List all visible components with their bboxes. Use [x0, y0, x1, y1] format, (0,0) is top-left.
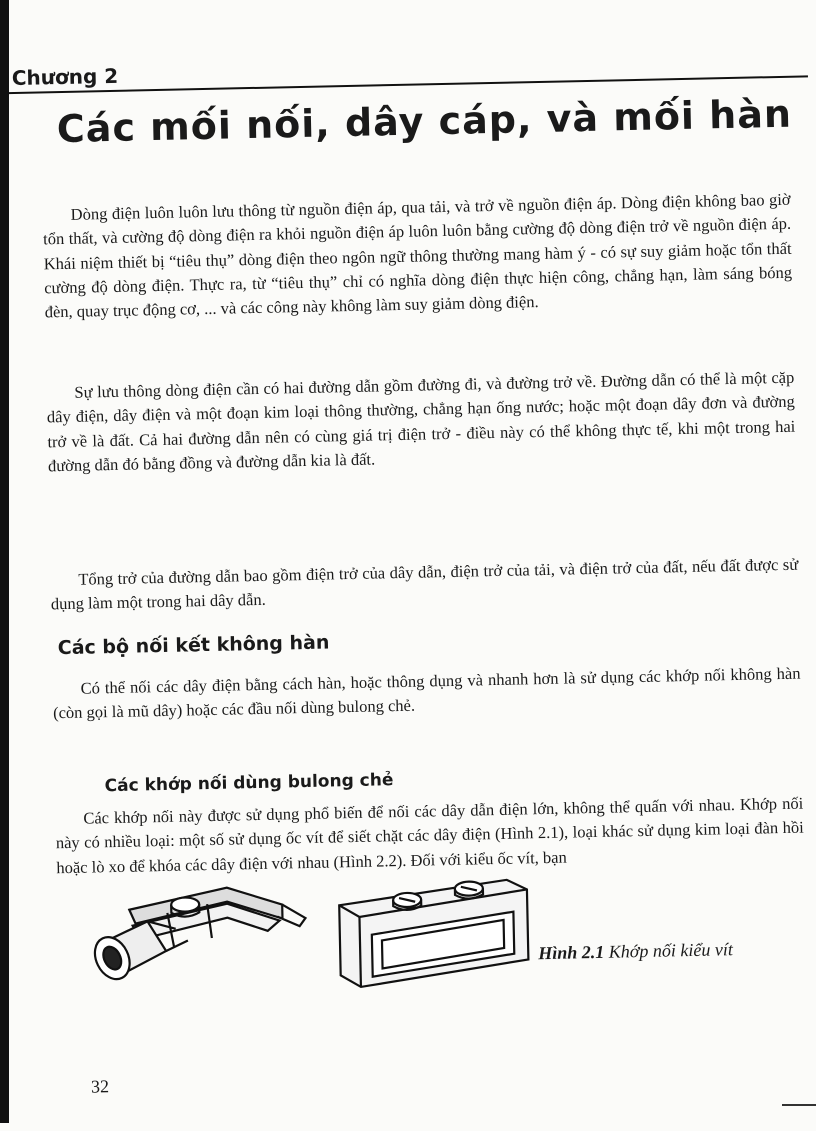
page-number: 32	[90, 1076, 110, 1097]
figure-caption	[538, 939, 733, 964]
figure-number: Hình 2.1	[538, 941, 605, 964]
intro-paragraph-3: Tổng trở của đường dẫn bao gồm điện trở của dây dẫn, điện trở của tải, và điện trở của đất, nếu đất được sử dụng làm một trong hai dây dẫn.	[50, 554, 799, 614]
subsection-heading: Các khớp nối dùng bulong chẻ	[104, 770, 394, 797]
intro-paragraph-2: Sự lưu thông dòng điện cần có hai đường dẫn gồm đường đi, và đường trở về. Đường dẫn có thể là một cặp dây điện, dây điện và một đoạn kim loại thông thường, chẳng hạn ống nước; hoặc một đoạn dây đơn và đường trở về là đất. Cả hai đường dẫn nên có cùng giá trị điện trở - điều này có thể không thực tế, khi một trong hai đường dẫn đó bằng đồng và đường dẫn kia là đất.	[46, 367, 796, 476]
section-paragraph: Có thể nối các dây điện bằng cách hàn, hoặc thông dụng và nhanh hơn là sử dụng các khớp nối không hàn (còn gọi là mũ dây) hoặc các đầu nối dùng bulong chẻ.	[52, 663, 801, 723]
screw-block-connector-illustration	[339, 879, 529, 987]
chapter-title: Các mối nối, dây cáp, và mối hàn	[56, 91, 793, 152]
intro-paragraph-1: Dòng điện luôn luôn lưu thông từ nguồn điện áp, qua tải, và trở về nguồn điện áp. Dòng điện không bao giờ tổn thất, và cường độ dòng điện ra khỏi nguồn điện áp luôn luôn bằng cường độ dòng điện trở về nguồn điện áp. Khái niệm thiết bị “tiêu thụ” dòng điện theo ngôn ngữ thông thường mang hàm ý - có sự suy giảm hoặc tổn thất cường độ dòng điện. Thực ra, từ “tiêu thụ” chỉ có nghĩa dòng điện thực hiện công, chẳng hạn, làm sáng bóng đèn, quay trục động cơ, ... và các công này không làm suy giảm dòng điện.	[43, 189, 793, 322]
screw-connector-figure	[76, 861, 539, 1011]
subsection-paragraph: Các khớp nối này được sử dụng phổ biến để nối các dây dẫn điện lớn, không thể quấn với nhau. Khớp nối này có nhiều loại: một số sử dụng ốc vít để siết chặt các dây điện (Hình 2.1), loại khác sử dụng kim loại đàn hồi hoặc lò xo để khóa các dây điện với nhau (Hình 2.2). Đối với kiểu ốc vít, bạn	[55, 793, 804, 877]
chapter-divider	[8, 75, 808, 94]
section-heading: Các bộ nối kết không hàn	[57, 631, 330, 660]
bottom-rule	[782, 1104, 816, 1106]
split-bolt-connector-illustration	[87, 886, 307, 985]
figure-caption-text: Khớp nối kiểu vít	[608, 939, 734, 962]
chapter-label: Chương 2	[11, 63, 119, 91]
